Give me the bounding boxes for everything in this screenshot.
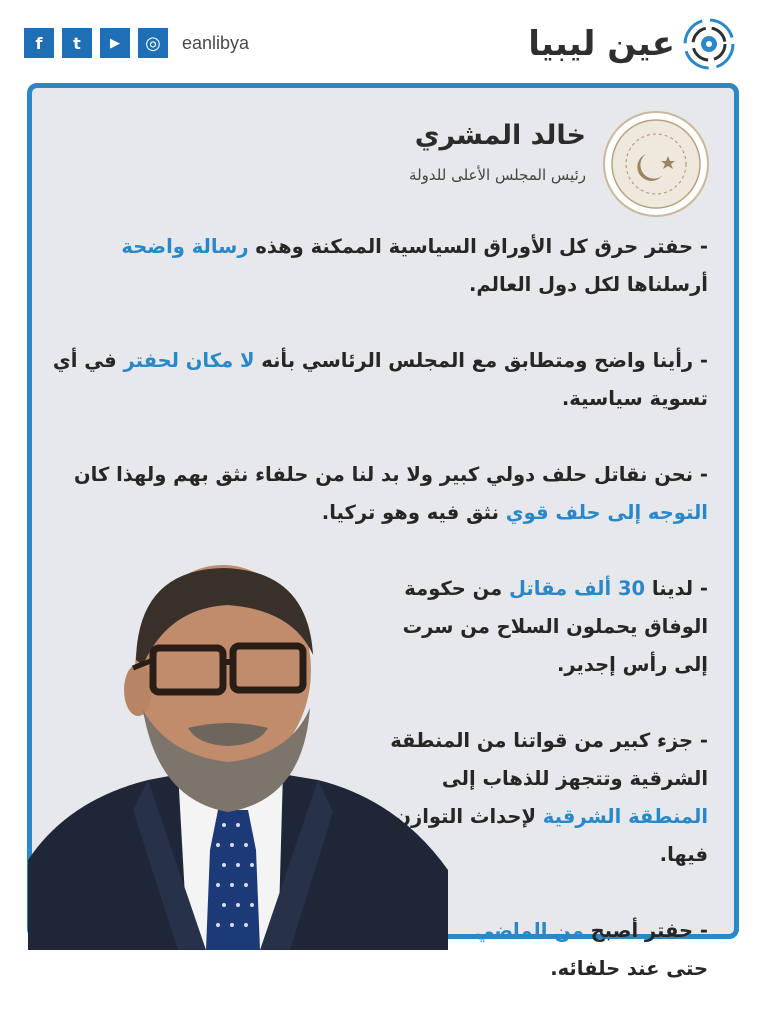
quote-highlight: رسالة واضحة	[121, 235, 249, 258]
quotes-list	[48, 228, 708, 1026]
quote-highlight: المنطقة الشرقية	[542, 805, 708, 828]
quote-item: - حفتر حرق كل الأوراق السياسية الممكنة وهذه رسالة واضحة أرسلناها لكل دول العالم.	[121, 235, 708, 296]
profile-header	[409, 118, 586, 184]
profile-title: رئيس المجلس الأعلى للدولة	[409, 166, 586, 184]
quote-item: - رأينا واضح ومتطابق مع المجلس الرئاسي بأنه لا مكان لحفتر في أي تسوية سياسية.	[52, 349, 708, 410]
top-bar	[0, 0, 765, 84]
quote-item: - جزء كبير من قواتنا من المنطقة الشرقية وتتجهز للذهاب إلى المنطقة الشرقية لإحداث التوازن فيها.	[390, 729, 708, 866]
social-handle[interactable]: eanlibya	[182, 32, 250, 53]
eye-logo-icon	[681, 16, 737, 72]
council-seal-icon	[602, 110, 710, 218]
instagram-icon[interactable]: ◎	[138, 28, 168, 58]
quote-item: - نحن نقاتل حلف دولي كبير ولا بد لنا من حلفاء نثق بهم ولهذا كان التوجه إلى حلف قوي نثق فيه وهو تركيا.	[74, 463, 708, 524]
quote-highlight: 30 ألف مقاتل	[509, 577, 646, 600]
quote-card	[27, 83, 739, 980]
twitter-icon[interactable]: t	[62, 28, 92, 58]
profile-name: خالد المشري	[414, 120, 586, 151]
logo-text: عين ليبيا	[528, 24, 675, 64]
facebook-icon[interactable]: f	[24, 28, 54, 58]
social-links	[24, 28, 249, 58]
site-logo[interactable]	[528, 16, 737, 72]
quote-highlight: التوجه إلى حلف قوي	[505, 501, 708, 524]
quote-item: - لدينا 30 ألف مقاتل من حكومة الوفاق يحملون السلاح من سرت إلى رأس إجدير.	[402, 577, 708, 676]
youtube-icon[interactable]: ▶	[100, 28, 130, 58]
quote-highlight: لا مكان لحفتر	[123, 349, 255, 372]
quote-highlight: من الماضي	[474, 919, 584, 942]
quote-item: - حفتر أصبح من الماضي حتى عند حلفائه.	[474, 919, 708, 980]
